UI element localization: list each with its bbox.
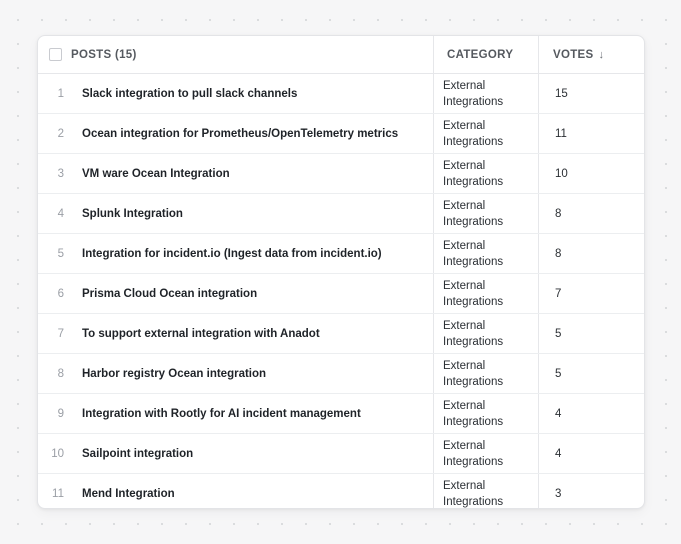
row-index: 1	[57, 87, 64, 100]
post-cell[interactable]	[38, 394, 434, 433]
votes-cell	[539, 314, 644, 353]
post-title-link[interactable]: Sailpoint integration	[82, 447, 194, 460]
post-cell[interactable]	[38, 314, 434, 353]
category-cell	[434, 114, 539, 153]
posts-table	[37, 35, 645, 509]
table-body	[38, 74, 644, 509]
table-row[interactable]	[38, 74, 644, 114]
table-row[interactable]	[38, 234, 644, 274]
sort-descending-icon[interactable]: ↓	[598, 48, 605, 61]
vote-count: 15	[555, 87, 568, 100]
post-cell[interactable]	[38, 434, 434, 473]
category-label: External Integrations	[443, 319, 504, 348]
category-cell	[434, 194, 539, 233]
votes-cell	[539, 154, 644, 193]
row-index: 10	[51, 447, 64, 460]
category-label: External Integrations	[443, 479, 504, 508]
table-row[interactable]	[38, 354, 644, 394]
votes-cell	[539, 194, 644, 233]
vote-count: 7	[555, 287, 562, 300]
row-index: 4	[57, 207, 64, 220]
category-cell	[434, 474, 539, 509]
post-title-link[interactable]: Integration with Rootly for AI incident management	[82, 407, 361, 420]
row-index: 5	[57, 247, 64, 260]
category-label: External Integrations	[443, 159, 504, 188]
post-cell[interactable]	[38, 194, 434, 233]
category-label: External Integrations	[443, 199, 504, 228]
post-title-link[interactable]: To support external integration with Anadot	[82, 327, 320, 340]
table-row[interactable]	[38, 434, 644, 474]
row-index: 9	[57, 407, 64, 420]
votes-cell	[539, 474, 644, 509]
post-title-link[interactable]: VM ware Ocean Integration	[82, 167, 230, 180]
posts-header-label: POSTS (15)	[71, 48, 137, 61]
category-cell	[434, 314, 539, 353]
post-title-link[interactable]: Mend Integration	[82, 487, 175, 500]
post-cell[interactable]	[38, 354, 434, 393]
category-cell	[434, 394, 539, 433]
vote-count: 5	[555, 367, 562, 380]
category-cell	[434, 354, 539, 393]
category-label: External Integrations	[443, 119, 504, 148]
row-index: 2	[57, 127, 64, 140]
post-cell[interactable]	[38, 234, 434, 273]
post-title-link[interactable]: Slack integration to pull slack channels	[82, 87, 298, 100]
category-cell	[434, 434, 539, 473]
post-cell[interactable]	[38, 154, 434, 193]
posts-column-header[interactable]	[38, 36, 434, 73]
votes-cell	[539, 394, 644, 433]
table-row[interactable]	[38, 394, 644, 434]
post-title-link[interactable]: Ocean integration for Prometheus/OpenTelemetry metrics	[82, 127, 399, 140]
category-column-header[interactable]	[434, 36, 539, 73]
category-cell	[434, 274, 539, 313]
post-title-link[interactable]: Harbor registry Ocean integration	[82, 367, 267, 380]
vote-count: 5	[555, 327, 562, 340]
votes-cell	[539, 234, 644, 273]
table-row[interactable]	[38, 314, 644, 354]
table-row[interactable]	[38, 154, 644, 194]
row-index: 8	[57, 367, 64, 380]
post-cell[interactable]	[38, 74, 434, 113]
votes-cell	[539, 74, 644, 113]
vote-count: 4	[555, 447, 562, 460]
vote-count: 8	[555, 207, 562, 220]
category-header-label: CATEGORY	[447, 48, 514, 61]
table-row[interactable]	[38, 194, 644, 234]
vote-count: 3	[555, 487, 562, 500]
table-row[interactable]	[38, 114, 644, 154]
vote-count: 10	[555, 167, 568, 180]
category-label: External Integrations	[443, 359, 504, 388]
category-label: External Integrations	[443, 279, 504, 308]
category-cell	[434, 234, 539, 273]
votes-header-label: VOTES	[553, 48, 594, 61]
category-label: External Integrations	[443, 439, 504, 468]
table-row[interactable]	[38, 474, 644, 509]
post-cell[interactable]	[38, 274, 434, 313]
vote-count: 8	[555, 247, 562, 260]
post-title-link[interactable]: Prisma Cloud Ocean integration	[82, 287, 258, 300]
category-label: External Integrations	[443, 239, 504, 268]
row-index: 6	[57, 287, 64, 300]
post-cell[interactable]	[38, 114, 434, 153]
table-header	[38, 36, 644, 74]
category-label: External Integrations	[443, 79, 504, 108]
row-index: 7	[57, 327, 64, 340]
post-title-link[interactable]: Splunk Integration	[82, 207, 183, 220]
category-cell	[434, 74, 539, 113]
post-title-link[interactable]: Integration for incident.io (Ingest data from incident.io)	[82, 247, 382, 260]
votes-cell	[539, 354, 644, 393]
votes-column-header[interactable]	[539, 36, 644, 73]
post-cell[interactable]	[38, 474, 434, 509]
row-index: 3	[57, 167, 64, 180]
category-label: External Integrations	[443, 399, 504, 428]
votes-cell	[539, 434, 644, 473]
votes-cell	[539, 274, 644, 313]
table-row[interactable]	[38, 274, 644, 314]
vote-count: 11	[555, 127, 567, 140]
row-index: 11	[52, 487, 64, 500]
votes-cell	[539, 114, 644, 153]
select-all-checkbox[interactable]	[49, 48, 62, 61]
vote-count: 4	[555, 407, 562, 420]
category-cell	[434, 154, 539, 193]
